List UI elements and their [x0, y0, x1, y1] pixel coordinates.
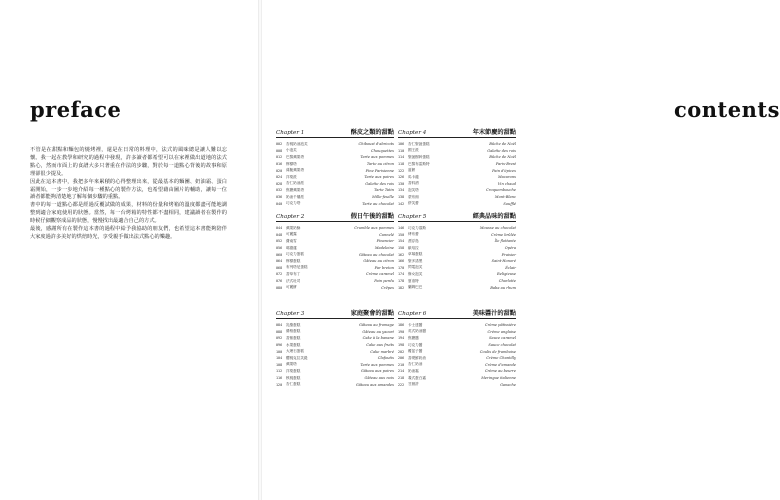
toc-entry	[276, 342, 394, 349]
recipe-name: 卡士達醬	[408, 322, 423, 327]
toc-entry	[398, 200, 516, 207]
toc-entry	[276, 355, 394, 362]
recipe-french-name: Ganache	[500, 382, 516, 387]
recipe-french-name: Gâteau au citron	[363, 259, 394, 264]
toc-entry	[276, 368, 394, 375]
section-title: 假日午後的甜點	[350, 213, 394, 220]
toc-entry	[276, 187, 394, 194]
toc-entry	[276, 278, 394, 285]
preface-paragraph: 最後，感謝所有在製作這本書的過程中給予我協助的朋友們，也希望這本書能夠陪伴大家度過許多美好的烘焙時光，享受親手做出法式點心的樂趣。	[30, 226, 227, 240]
recipe-name: 布列塔尼蛋糕	[286, 265, 308, 270]
recipe-french-name: Cake marbré	[370, 349, 394, 354]
chapter-label: Chapter 5	[398, 214, 427, 220]
section-title: 酥皮之類的甜點	[350, 129, 394, 136]
page-number: 024	[276, 175, 283, 180]
recipe-french-name: Croquembouche	[485, 188, 516, 193]
page-number: 060	[276, 252, 283, 257]
page-number: 186	[398, 323, 405, 328]
recipe-name: 焦糖醬	[408, 335, 419, 340]
recipe-french-name: Paris-Brest	[495, 162, 516, 167]
page-number: 182	[398, 285, 405, 290]
recipe-french-name: Crème d'amande	[485, 362, 516, 367]
recipe-french-name: Opéra	[504, 246, 516, 251]
recipe-name: 檸檬塔	[286, 161, 297, 166]
recipe-french-name: Cannelé	[379, 232, 394, 237]
recipe-french-name: Gâteau au yaourt	[362, 329, 394, 334]
toc-section	[398, 307, 516, 388]
page-number: 178	[398, 279, 405, 284]
page-number: 092	[276, 336, 283, 341]
toc-section	[276, 307, 394, 388]
recipe-name: 蘋果奶酥	[286, 225, 301, 230]
recipe-french-name: Sauce caramel	[489, 336, 516, 341]
recipe-french-name: Galette des rois	[365, 181, 394, 186]
page-number: 072	[276, 272, 283, 277]
recipe-french-name: Pain d'épices	[492, 168, 516, 173]
page-number: 068	[276, 265, 283, 270]
toc-entry	[398, 258, 516, 265]
toc-entry	[398, 174, 516, 181]
recipe-name: 大理石蛋糕	[286, 349, 304, 354]
recipe-name: 蒙布朗	[408, 194, 419, 199]
recipe-name: 薄脆蘋果塔	[286, 168, 304, 173]
recipe-name: 香草布丁	[286, 271, 301, 276]
recipe-name: 義式蛋白霜	[408, 375, 426, 380]
toc-entry	[276, 225, 394, 232]
section-header	[276, 126, 394, 138]
page-number: 110	[398, 148, 405, 153]
preface-title: preface	[30, 97, 122, 122]
page-number: 202	[398, 349, 405, 354]
recipe-name: 杏仁奶油派	[286, 181, 304, 186]
page-number: 116	[276, 376, 283, 381]
toc-entry	[398, 355, 516, 362]
page-number: 190	[398, 329, 405, 334]
recipe-french-name: Chiboust d'abricots	[358, 142, 394, 147]
page-number: 106	[398, 142, 405, 147]
recipe-french-name: Bûche de Noël	[489, 142, 516, 147]
toc-entry	[276, 362, 394, 369]
recipe-french-name: Saint-Honoré	[491, 259, 516, 264]
recipe-name: 英式奶油醬	[408, 329, 426, 334]
toc-entry	[398, 375, 516, 382]
recipe-french-name: Crème anglaise	[487, 329, 516, 334]
toc-entry	[398, 245, 516, 252]
toc-entry	[398, 335, 516, 342]
page-number: 020	[276, 168, 283, 173]
recipe-name: 巧克力塔	[286, 201, 301, 206]
toc-entry	[398, 181, 516, 188]
recipe-name: 閃電泡芙	[408, 265, 423, 270]
toc-entry	[398, 225, 516, 232]
recipe-name: 巧克力醬	[408, 342, 423, 347]
recipe-french-name: Pain perdu	[374, 279, 394, 284]
page-number: 008	[276, 148, 283, 153]
recipe-name: 瑪德蓮	[286, 245, 297, 250]
recipe-name: 奶油霜	[408, 368, 419, 373]
recipe-name: 可麗露	[286, 232, 297, 237]
toc-entry	[276, 148, 394, 155]
recipe-french-name: Mousse au chocolat	[479, 226, 516, 231]
page-number: 150	[398, 232, 405, 237]
recipe-french-name: Meringue italienne	[481, 376, 516, 381]
page-number: 088	[276, 329, 283, 334]
toc-list	[398, 322, 516, 388]
page-number: 012	[276, 155, 283, 160]
page-number: 214	[398, 369, 405, 374]
toc-list	[398, 141, 516, 207]
page-number: 198	[398, 343, 405, 348]
recipe-french-name: Financier	[376, 239, 394, 244]
toc-section	[398, 210, 516, 291]
toc-section	[276, 126, 394, 207]
recipe-name: 香料酒	[408, 181, 419, 186]
toc-entry	[276, 251, 394, 258]
recipe-name: 奶油千層派	[286, 194, 304, 199]
recipe-name: 巴黎蘋果塔	[286, 154, 304, 159]
toc-section	[398, 126, 516, 207]
recipe-french-name: Crêpes	[381, 285, 394, 290]
recipe-french-name: Madeleine	[374, 246, 394, 251]
preface-body	[30, 147, 227, 242]
toc-entry	[276, 381, 394, 388]
toc-entry	[276, 200, 394, 207]
recipe-name: 焦糖蘋果塔	[286, 187, 304, 192]
page-number: 080	[276, 285, 283, 290]
page-number: 118	[398, 162, 405, 167]
recipe-french-name: Tarte au citron	[366, 162, 394, 167]
recipe-french-name: Gâteau aux poires	[360, 369, 394, 374]
page-number: 016	[276, 162, 283, 167]
recipe-french-name: Chouquettes	[370, 148, 394, 153]
section-title: 年末節慶的甜點	[472, 129, 516, 136]
recipe-french-name: Bûche de Noël	[489, 155, 516, 160]
recipe-name: 小泡芙	[286, 148, 297, 153]
page-number: 028	[276, 181, 283, 186]
toc-entry	[276, 348, 394, 355]
chapter-label: Chapter 2	[276, 214, 305, 220]
toc-entry	[398, 238, 516, 245]
toc-entry	[398, 322, 516, 329]
recipe-name: 舒芙蕾	[408, 201, 419, 206]
toc-entry	[398, 271, 516, 278]
page-number: 154	[398, 239, 405, 244]
toc-entry	[276, 161, 394, 168]
toc-list	[398, 225, 516, 291]
page-number: 112	[276, 369, 283, 374]
recipe-french-name: Baba au rhum	[490, 285, 516, 290]
toc-entry	[276, 238, 394, 245]
recipe-french-name: Coulis de framboise	[479, 349, 516, 354]
recipe-name: 覆盆子醬	[408, 349, 423, 354]
page-number: 048	[276, 232, 283, 237]
page-number: 064	[276, 259, 283, 264]
toc-entry	[398, 278, 516, 285]
recipe-french-name: Charlotte	[498, 279, 516, 284]
recipe-french-name: Crème brûlée	[490, 232, 516, 237]
preface-paragraph: 因此在這本書中，我把多年來累積的心得整理出來，從最基本的麵團、奶油霜、蛋白霜開始，一步一步地介紹每一種點心的製作方法，也希望藉由圖片的輔助，讓每一位讀者都能夠清楚地了解每個步驟的重點。	[30, 178, 227, 201]
recipe-french-name: Sauce chocolat	[488, 343, 516, 348]
toc-entry	[398, 329, 516, 336]
page-number: 108	[276, 362, 283, 367]
page-number: 134	[398, 188, 405, 193]
section-header	[276, 210, 394, 222]
toc-entry	[398, 348, 516, 355]
recipe-name: 香蕉蛋糕	[286, 335, 301, 340]
recipe-name: 草莓蛋糕	[408, 252, 423, 257]
recipe-french-name: Galette des rois	[487, 148, 516, 153]
recipe-name: 杏仁蛋糕	[286, 382, 301, 387]
preface-paragraph: 不管是在甜點和麵包的燒烤裡，還是在日常的料理中，法式的風味總是讓人難以忘懷。我一起在教學和研究的過程中發現，許多讀者都希望可以在家裡做出道地的法式點心，然而市面上的食譜大多只著重在作法的步驟，對於每一道點心背後的故事和原理卻很少提及。	[30, 147, 227, 177]
chapter-label: Chapter 4	[398, 130, 427, 136]
recipe-french-name: Crème au beurre	[484, 369, 516, 374]
recipe-french-name: Crème pâtissière	[484, 323, 516, 328]
toc-entry	[276, 258, 394, 265]
recipe-name: 馬卡龍	[408, 174, 419, 179]
toc-entry	[398, 362, 516, 369]
recipe-name: 薑餅	[408, 168, 416, 173]
toc-list	[276, 322, 394, 388]
toc-entry	[398, 194, 516, 201]
recipe-name: 甘納許	[408, 382, 419, 387]
toc-entry	[276, 154, 394, 161]
section-header	[398, 210, 516, 222]
recipe-name: 櫻桃克拉芙緹	[286, 355, 308, 360]
recipe-french-name: Mille-feuille	[372, 195, 394, 200]
recipe-name: 乳酪蛋糕	[286, 322, 301, 327]
recipe-french-name: Crème Chantilly	[486, 356, 516, 361]
recipe-name: 香堤鮮奶油	[408, 355, 426, 360]
section-title: 美味醬汁的甜點	[472, 310, 516, 317]
toc-entry	[276, 284, 394, 291]
toc-entry	[398, 342, 516, 349]
toc-entry	[276, 181, 394, 188]
toc-entry	[276, 329, 394, 336]
recipe-name: 巴黎布雷斯特	[408, 161, 430, 166]
recipe-french-name: Fine Parisienne	[365, 168, 394, 173]
recipe-french-name: Gâteau aux noix	[364, 376, 394, 381]
recipe-french-name: Vin chaud	[497, 181, 516, 186]
page-number: 126	[398, 175, 405, 180]
toc-entry	[276, 335, 394, 342]
toc-entry	[398, 154, 516, 161]
page-number: 104	[276, 356, 283, 361]
recipe-french-name: Tarte Tatin	[374, 188, 394, 193]
recipe-french-name: Éclair	[505, 265, 516, 270]
toc-entry	[276, 271, 394, 278]
page-number: 056	[276, 246, 283, 251]
recipe-name: 費南雪	[286, 238, 297, 243]
recipe-french-name: Religieuse	[497, 272, 516, 277]
page-number: 120	[276, 382, 283, 387]
recipe-name: 蘭姆巴巴	[408, 285, 423, 290]
page-number: 146	[398, 226, 405, 231]
recipe-name: 洋梨蛋糕	[286, 368, 301, 373]
recipe-french-name: Tarte aux pommes	[360, 155, 394, 160]
recipe-name: 歐培拉	[408, 245, 419, 250]
toc-list	[276, 225, 394, 291]
recipe-french-name: Far breton	[374, 265, 394, 270]
toc-entry	[398, 161, 516, 168]
toc-entry	[398, 167, 516, 174]
recipe-french-name: Gâteau aux amandes	[355, 382, 394, 387]
recipe-name: 優格蛋糕	[286, 329, 301, 334]
toc-entry	[276, 265, 394, 272]
chapter-label: Chapter 3	[276, 311, 305, 317]
page-number: 194	[398, 336, 405, 341]
preface-paragraph: 書中的每一道點心都是經過反覆試做的成果，材料的份量和烤箱的溫度都盡可能地調整到適合家庭使用的狀態。當然，每一台烤箱的特性都不盡相同，建議讀者在製作的時候仔細觀察成品的狀態，慢慢找出最適合自己的方式。	[30, 202, 227, 225]
recipe-name: 聖誕樹幹蛋糕	[408, 154, 430, 159]
page-number: 096	[276, 343, 283, 348]
toc-entry	[276, 141, 394, 148]
toc-entry	[276, 375, 394, 382]
recipe-french-name: Tarte aux poires	[364, 175, 394, 180]
recipe-name: 杏仁奶油	[408, 362, 423, 367]
recipe-name: 法式吐司	[286, 278, 301, 283]
recipe-french-name: Clafoutis	[377, 356, 394, 361]
toc-entry	[276, 232, 394, 239]
recipe-name: 洋梨派	[286, 174, 297, 179]
recipe-name: 國王派	[408, 148, 419, 153]
page-number: 114	[398, 155, 405, 160]
recipe-name: 聖多諾黑	[408, 258, 423, 263]
recipe-french-name: Crumble aux pommes	[354, 226, 394, 231]
section-title: 經典品味的甜點	[472, 213, 516, 220]
section-header	[398, 307, 516, 319]
toc-entry	[398, 187, 516, 194]
page-number: 032	[276, 188, 283, 193]
toc-entry	[398, 148, 516, 155]
page-number: 122	[398, 168, 405, 173]
toc-entry	[276, 174, 394, 181]
page-number: 002	[276, 142, 283, 147]
recipe-french-name: Île flottante	[494, 239, 516, 244]
left-page	[0, 0, 258, 500]
toc-list	[276, 141, 394, 207]
recipe-name: 杏桃奶油泡芙	[286, 141, 308, 146]
contents-title: contents	[674, 97, 780, 122]
page-number: 162	[398, 252, 405, 257]
recipe-french-name: Mont-Blanc	[494, 195, 516, 200]
recipe-name: 夏洛特	[408, 278, 419, 283]
section-title: 家庭聚會的甜點	[350, 310, 394, 317]
page-number: 158	[398, 246, 405, 251]
section-header	[398, 126, 516, 138]
page-number: 218	[398, 376, 405, 381]
recipe-french-name: Gâteau au chocolat	[358, 252, 394, 257]
toc-entry	[276, 167, 394, 174]
page-number: 076	[276, 279, 283, 284]
recipe-french-name: Cake à la banane	[362, 336, 394, 341]
recipe-name: 巧克力慕斯	[408, 225, 426, 230]
toc-entry	[398, 141, 516, 148]
recipe-french-name: Fraisier	[501, 252, 516, 257]
recipe-name: 巧克力蛋糕	[286, 252, 304, 257]
page-number: 210	[398, 362, 405, 367]
page-number: 084	[276, 323, 283, 328]
recipe-french-name: Macarons	[497, 175, 516, 180]
recipe-name: 泡芙塔	[408, 187, 419, 192]
recipe-name: 蘋果塔	[286, 362, 297, 367]
recipe-name: 可麗餅	[286, 285, 297, 290]
recipe-french-name: Tarte au chocolat	[362, 201, 394, 206]
page-number: 138	[398, 195, 405, 200]
toc-entry	[398, 284, 516, 291]
recipe-name: 烤布蕾	[408, 232, 419, 237]
toc-entry	[276, 245, 394, 252]
section-header	[276, 307, 394, 319]
page-number: 036	[276, 195, 283, 200]
recipe-name: 杏仁聖誕蛋糕	[408, 141, 430, 146]
toc-entry	[398, 232, 516, 239]
recipe-name: 水果蛋糕	[286, 342, 301, 347]
toc-entry	[276, 322, 394, 329]
page-number: 166	[398, 259, 405, 264]
page-number: 174	[398, 272, 405, 277]
page-number: 130	[398, 181, 405, 186]
toc-section	[276, 210, 394, 291]
recipe-french-name: Soufflé	[503, 201, 516, 206]
page-number: 142	[398, 201, 405, 206]
chapter-label: Chapter 6	[398, 311, 427, 317]
recipe-name: 修女泡芙	[408, 271, 423, 276]
recipe-french-name: Tarte aux pommes	[360, 362, 394, 367]
chapter-label: Chapter 1	[276, 130, 305, 136]
toc-entry	[398, 251, 516, 258]
recipe-french-name: Cake aux fruits	[366, 343, 394, 348]
page-number: 170	[398, 265, 405, 270]
toc-entry	[276, 194, 394, 201]
recipe-name: 漂浮島	[408, 238, 419, 243]
page-number: 044	[276, 226, 283, 231]
page-number: 100	[276, 349, 283, 354]
recipe-french-name: Gâteau au fromage	[359, 323, 394, 328]
page-number: 222	[398, 382, 405, 387]
toc-entry	[398, 368, 516, 375]
recipe-name: 檸檬蛋糕	[286, 258, 301, 263]
page-number: 052	[276, 239, 283, 244]
toc-entry	[398, 381, 516, 388]
recipe-name: 核桃蛋糕	[286, 375, 301, 380]
recipe-french-name: Crème caramel	[366, 272, 394, 277]
toc-entry	[398, 265, 516, 272]
page-number: 040	[276, 201, 283, 206]
page-number: 206	[398, 356, 405, 361]
